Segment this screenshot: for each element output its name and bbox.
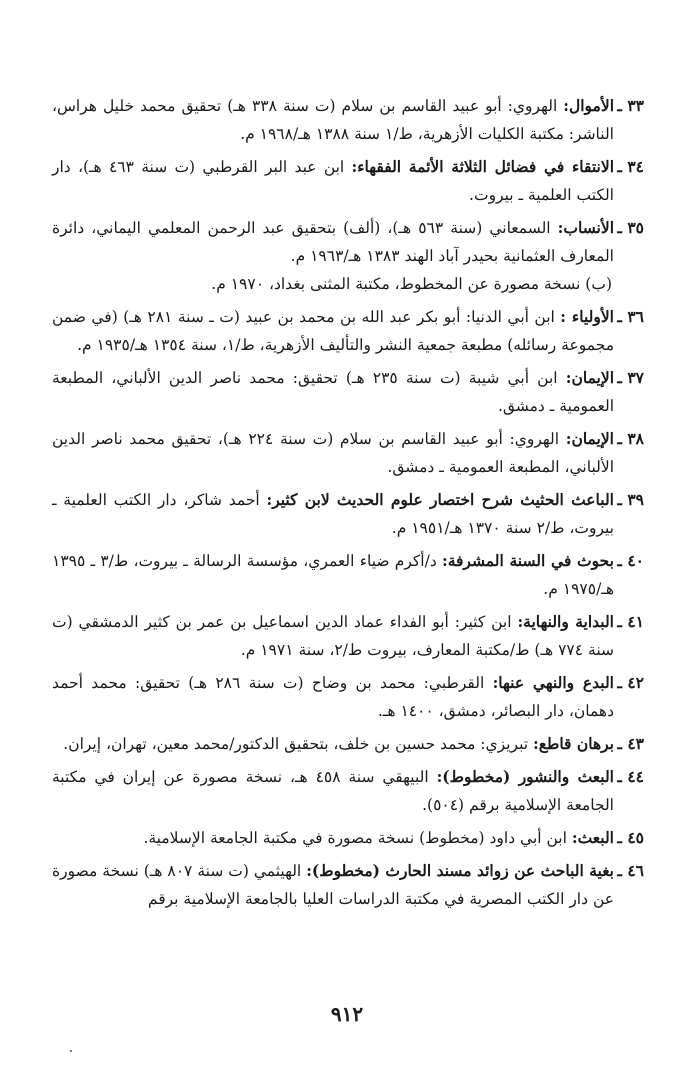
entry-43 bbox=[52, 730, 644, 758]
entry-title: بغية الباحث عن زوائد مسند الحارث (مخطوط): bbox=[306, 861, 614, 880]
scan-speck bbox=[70, 1050, 72, 1052]
entry-text: أحمد شاكر، دار الكتب العلمية ـ بيروت، ط/٢ سنة ١٣٧٠ هـ/١٩٥١ م. bbox=[52, 491, 614, 537]
entry-text: ابن كثير: أبو الفداء عماد الدين اسماعيل بن عمر بن كثير الدمشقي (ت سنة ٧٧٤ هـ) ط/مكتبة المعارف، بيروت ط/٢، سنة ١٩٧١ م. bbox=[52, 613, 614, 659]
entry-text: القرطبي: محمد بن وضاح (ت سنة ٢٨٦ هـ) تحقيق: محمد أحمد دهمان، دار البصائر، دمشق، ١٤٠٠ هـ. bbox=[52, 674, 614, 720]
entry-number: ٤٤ ـ bbox=[617, 767, 644, 786]
entry-title: الأنساب: bbox=[557, 218, 614, 237]
entry-title: البعث والنشور (مخطوط): bbox=[436, 767, 614, 786]
entry-title: الإيمان: bbox=[565, 429, 614, 448]
entry-title: الإيمان: bbox=[565, 368, 614, 387]
entry-number: ٣٦ ـ bbox=[617, 307, 644, 326]
entry-number: ٣٩ ـ bbox=[617, 490, 644, 509]
entry-37 bbox=[52, 364, 644, 420]
entry-number: ٤٢ ـ bbox=[617, 673, 644, 692]
entry-title: البدع والنهي عنها: bbox=[492, 673, 614, 692]
entry-number: ٤٠ ـ bbox=[617, 551, 644, 570]
entry-text: الهروي: أبو عبيد القاسم بن سلام (ت سنة ٢٢٤ هـ)، تحقيق محمد ناصر الدين الألباني، المطبعة العمومية ـ دمشق. bbox=[52, 430, 614, 476]
entry-text: ابن أبي شيبة (ت سنة ٢٣٥ هـ) تحقيق: محمد ناصر الدين الألباني، المطبعة العمومية ـ دمشق. bbox=[52, 369, 614, 415]
entry-number: ٣٥ ـ bbox=[617, 218, 644, 237]
entry-text: د/أكرم ضياء العمري، مؤسسة الرسالة ـ بيروت، ط/٣ ـ ١٣٩٥ هـ/١٩٧٥ م. bbox=[52, 552, 614, 598]
entry-number: ٤٦ ـ bbox=[617, 861, 644, 880]
entry-number: ٤٥ ـ bbox=[617, 828, 644, 847]
entry-35 bbox=[52, 214, 644, 298]
entry-text: البيهقي سنة ٤٥٨ هـ، نسخة مصورة عن إيران في مكتبة الجامعة الإسلامية برقم (٥٠٤). bbox=[52, 768, 614, 814]
entry-40 bbox=[52, 547, 644, 603]
entry-34 bbox=[52, 153, 644, 209]
entry-41 bbox=[52, 608, 644, 664]
entry-title: برهان قاطع: bbox=[533, 734, 614, 753]
entry-text: السمعاني (سنة ٥٦٣ هـ)، (ألف) بتحقيق عبد الرحمن المعلمي اليماني، دائرة المعارف العثمانية بحيدر آباد الهند ١٣٨٣ هـ/١٩٦٣ م. bbox=[52, 219, 614, 265]
entry-number: ٣٣ ـ bbox=[617, 96, 644, 115]
entry-46 bbox=[52, 857, 644, 913]
entry-text: الهيثمي (ت سنة ٨٠٧ هـ) نسخة مصورة عن دار الكتب المصرية في مكتبة الدراسات العليا بالجامعة الإسلامية برقم bbox=[52, 862, 614, 908]
entry-39 bbox=[52, 486, 644, 542]
entry-title: البعث: bbox=[571, 828, 614, 847]
entry-text: ابن عبد البر القرطبي (ت سنة ٤٦٣ هـ)، دار الكتب العلمية ـ بيروت. bbox=[52, 158, 614, 204]
entry-38 bbox=[52, 425, 644, 481]
entry-title: الانتقاء في فضائل الثلاثة الأئمة الفقهاء: bbox=[351, 157, 615, 176]
bibliography-list bbox=[52, 92, 644, 918]
entry-text: ابن أبي الدنيا: أبو بكر عبد الله بن محمد بن عبيد (ت ـ سنة ٢٨١ هـ) (في ضمن مجموعة رسائله) مطبعة جمعية النشر والتأليف الأزهرية، ط/١، سنة ١٣٥٤ هـ/١٩٣٥ م. bbox=[52, 308, 614, 354]
entry-36 bbox=[52, 303, 644, 359]
entry-number: ٤١ ـ bbox=[617, 612, 644, 631]
entry-number: ٤٣ ـ bbox=[617, 734, 644, 753]
entry-number: ٣٤ ـ bbox=[617, 157, 644, 176]
entry-33 bbox=[52, 92, 644, 148]
entry-number: ٣٨ ـ bbox=[617, 429, 644, 448]
entry-title: الأموال: bbox=[563, 96, 614, 115]
entry-45 bbox=[52, 824, 644, 852]
entry-text: الهروي: أبو عبيد القاسم بن سلام (ت سنة ٣٣٨ هـ) تحقيق محمد خليل هراس، الناشر: مكتبة الكليات الأزهرية، ط/١ سنة ١٣٨٨ هـ/١٩٦٨ م. bbox=[52, 97, 614, 143]
entry-text: تبريزي: محمد حسين بن خلف، بتحقيق الدكتور/محمد معين، تهران، إيران. bbox=[63, 735, 529, 753]
entry-title: بحوث في السنة المشرفة: bbox=[441, 551, 614, 570]
entry-number: ٣٧ ـ bbox=[617, 368, 644, 387]
entry-title: الأولياء : bbox=[560, 307, 614, 326]
entry-42 bbox=[52, 669, 644, 725]
entry-subtext: (ب) نسخة مصورة عن المخطوط، مكتبة المثنى بغداد، ١٩٧٠ م. bbox=[211, 275, 612, 293]
entry-title: البداية والنهاية: bbox=[517, 612, 614, 631]
entry-44 bbox=[52, 763, 644, 819]
entry-title: الباعث الحثيث شرح اختصار علوم الحديث لابن كثير: bbox=[266, 490, 614, 509]
entry-text: ابن أبي داود (مخطوط) نسخة مصورة في مكتبة الجامعة الإسلامية. bbox=[143, 829, 567, 847]
page-number: ٩١٢ bbox=[330, 1002, 364, 1026]
